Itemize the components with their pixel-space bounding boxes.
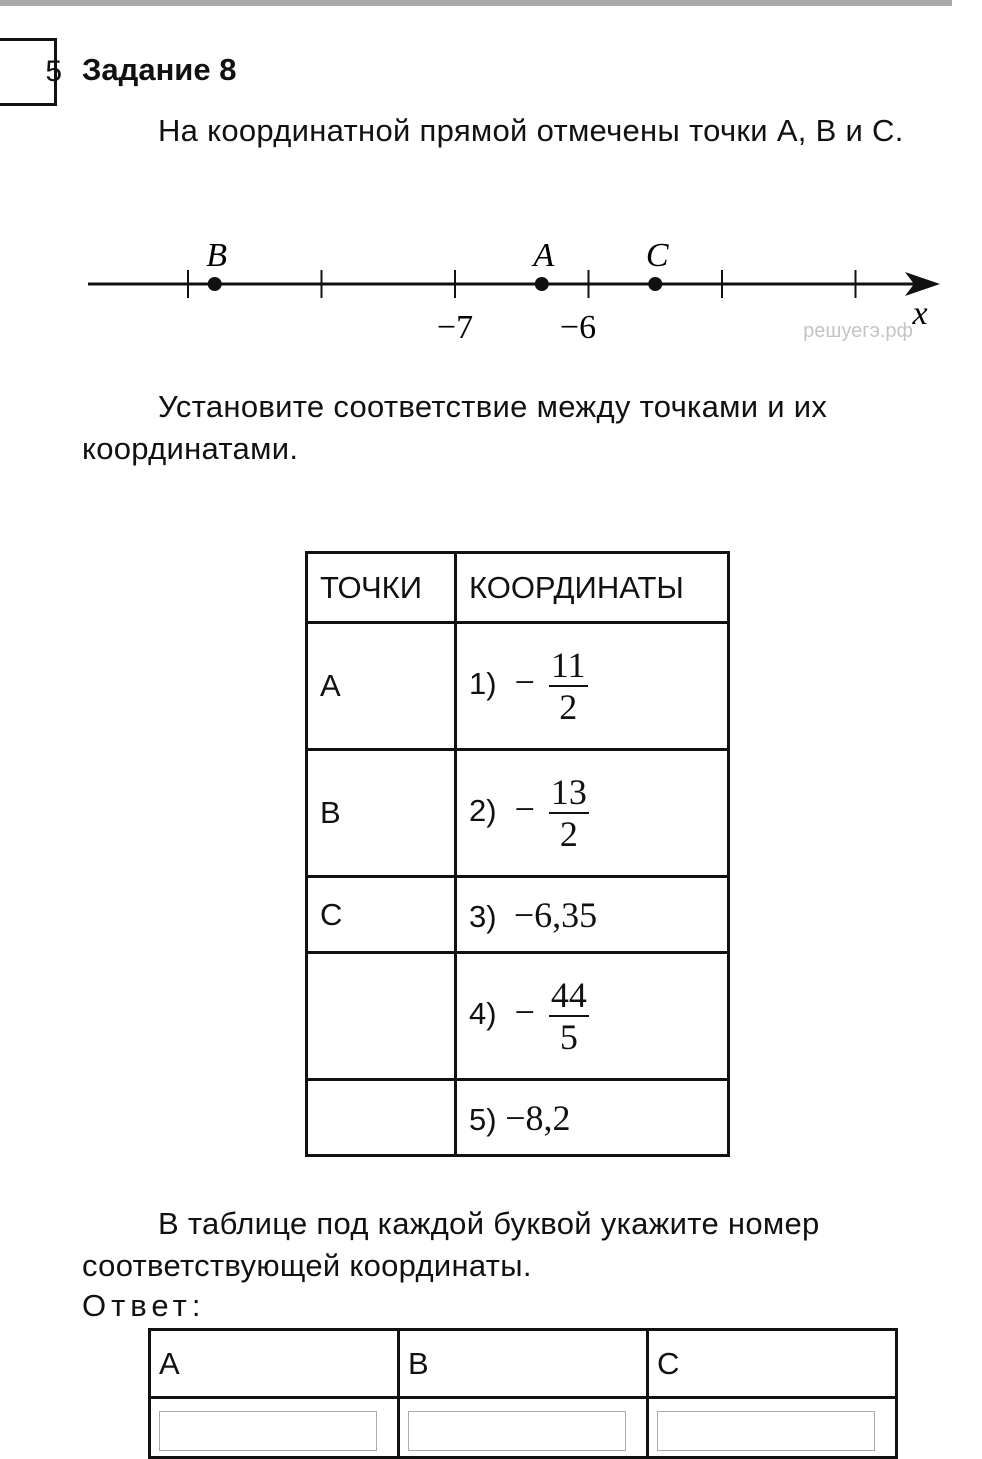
watermark: решуегэ.рф: [803, 320, 913, 342]
task-number: 5: [45, 55, 62, 88]
point-cell: [307, 953, 456, 1080]
tick-label: −7: [436, 309, 474, 346]
option-2: 2) − $\frac{13}{2}$: [456, 750, 729, 877]
task-instruction: Установите соответствие между точками и их координатами.: [82, 389, 828, 466]
point-A: [535, 277, 549, 291]
answer-input-c[interactable]: [657, 1411, 875, 1451]
answer-instruction: В таблице под каждой буквой укажите номер соответствующей координаты.: [82, 1206, 820, 1283]
point-cell: C: [307, 877, 456, 953]
point-label-A: A: [533, 237, 555, 274]
answer-input-b[interactable]: [408, 1411, 626, 1451]
tick-label: −6: [559, 309, 597, 346]
answer-header-a: A: [150, 1330, 399, 1398]
answer-header-b: B: [399, 1330, 648, 1398]
header-coords: КООРДИНАТЫ: [456, 553, 729, 623]
answer-table: [148, 1328, 898, 1459]
answer-input-a[interactable]: [159, 1411, 377, 1451]
match-table: [305, 551, 730, 1157]
header-points: ТОЧКИ: [307, 553, 456, 623]
task-intro: На координатной прямой отмечены точки A, B и C.: [158, 113, 904, 148]
point-B: [208, 277, 222, 291]
number-line: [0, 220, 982, 350]
point-cell: B: [307, 750, 456, 877]
point-cell: A: [307, 623, 456, 750]
point-C: [648, 277, 662, 291]
option-1: 1) − $\frac{11}{2}$: [456, 623, 729, 750]
top-bar: [0, 0, 952, 6]
point-label-B: B: [206, 237, 228, 274]
option-4: 4) − $\frac{44}{5}$: [456, 953, 729, 1080]
answer-label: Ответ:: [82, 1288, 206, 1323]
answer-header-c: C: [648, 1330, 897, 1398]
axis-label: x: [912, 295, 928, 332]
option-5: 5) −8,2: [456, 1080, 729, 1156]
point-cell: [307, 1080, 456, 1156]
option-3: 3) −6,35: [456, 877, 729, 953]
task-number-box: [0, 38, 62, 106]
task-title: Задание 8: [82, 52, 237, 87]
point-label-C: C: [645, 237, 669, 274]
